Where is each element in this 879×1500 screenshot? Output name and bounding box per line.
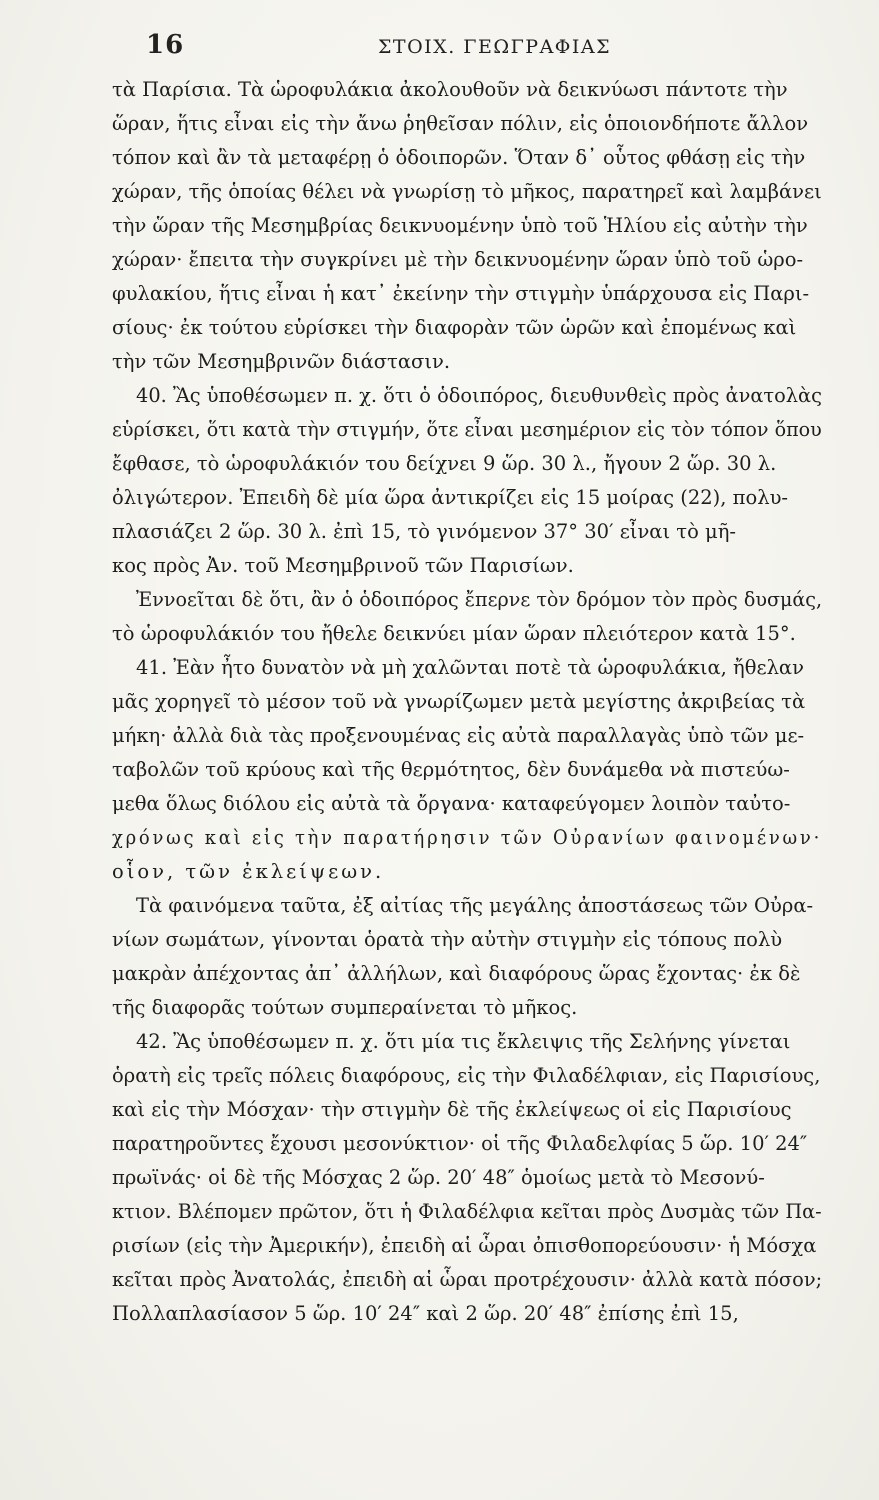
text-line: ρισίων (εἰς τὴν Ἀμερικήν), ἐπειδὴ αἱ ὧραι ὀπισθοπορεύουσιν· ἡ Μόσχα	[112, 1234, 817, 1257]
text-line: νίων σωμάτων, γίνονται ὁρατὰ τὴν αὐτὴν στιγμὴν εἰς τόπους πολὺ	[112, 928, 783, 951]
text-line: τὸ ὡροφυλάκιόν του ἤθελε δεικνύει μίαν ὥραν πλειότερον κατὰ 15°.	[112, 622, 796, 645]
text-line: Τὰ φαινόμενα ταῦτα, ἐξ αἰτίας τῆς μεγάλης ἀποστάσεως τῶν Οὐρα-	[136, 894, 814, 917]
text-line: κος πρὸς Ἀν. τοῦ Μεσημβρινοῦ τῶν Παρισίων.	[112, 554, 574, 577]
text-line: ὥραν, ἥτις εἶναι εἰς τὴν ἄνω ῥηθεῖσαν πόλιν, εἰς ὁποιονδήποτε ἄλλον	[112, 112, 809, 135]
text-line: ταβολῶν τοῦ κρύους καὶ τῆς θερμότητος, δὲν δυνάμεθα νὰ πιστεύω-	[112, 758, 790, 781]
text-line: μεθα ὅλως διόλου εἰς αὐτὰ τὰ ὄργανα· καταφεύγομεν λοιπὸν ταὐτο-	[112, 792, 791, 815]
text-line: χώραν, τῆς ὁποίας θέλει νὰ γνωρίσῃ τὸ μῆκος, παρατηρεῖ καὶ λαμβάνει	[112, 180, 822, 203]
text-line: ὀλιγώτερον. Ἐπειδὴ δὲ μία ὥρα ἀντικρίζει εἰς 15 μοίρας (22), πολυ-	[112, 486, 789, 509]
text-line: μακρὰν ἀπέχοντας ἀπ᾽ ἀλλήλων, καὶ διαφόρους ὥρας ἔχοντας· ἐκ δὲ	[112, 962, 801, 985]
text-line: καὶ εἰς τὴν Μόσχαν· τὴν στιγμὴν δὲ τῆς ἐκλείψεως οἱ εἰς Παρισίους	[112, 1098, 792, 1121]
text-line: μήκη· ἀλλὰ διὰ τὰς προξενουμένας εἰς αὐτὰ παραλλαγὰς ὑπὸ τῶν με-	[112, 724, 805, 747]
paragraph-40-start: 40. Ἂς ὑποθέσωμεν π. χ. ὅτι ὁ ὁδοιπόρος, διευθυνθεὶς πρὸς ἀνατολὰς	[136, 384, 822, 407]
text-line: τὰ Παρίσια. Τὰ ὡροφυλάκια ἀκολουθοῦν νὰ δεικνύωσι πάντοτε τὴν	[112, 78, 788, 101]
text-line: τῆς διαφορᾶς τούτων συμπεραίνεται τὸ μῆκος.	[112, 996, 578, 1019]
text-line-spaced: χρόνως καὶ εἰς τὴν παρατήρησιν τῶν Οὐρανίων φαινομένων·	[112, 826, 823, 849]
text-line: Ἐννοεῖται δὲ ὅτι, ἂν ὁ ὁδοιπόρος ἔπερνε τὸν δρόμον τὸν πρὸς δυσμάς,	[136, 588, 823, 611]
text-line: τὴν τῶν Μεσημβρινῶν διάστασιν.	[112, 350, 451, 373]
paragraph-41-start: 41. Ἐὰν ἦτο δυνατὸν νὰ μὴ χαλῶνται ποτὲ τὰ ὡροφυλάκια, ἤθελαν	[136, 656, 804, 679]
text-line: ὁρατὴ εἰς τρεῖς πόλεις διαφόρους, εἰς τὴν Φιλαδέλφιαν, εἰς Παρισίους,	[112, 1064, 821, 1087]
running-head: ΣΤΟΙΧ. ΓΕΩΓΡΑΦΙΑΣ	[378, 36, 612, 58]
text-line: πρωϊνάς· οἱ δὲ τῆς Μόσχας 2 ὥρ. 20′ 48″ ὁμοίως μετὰ τὸ Μεσονύ-	[112, 1166, 765, 1189]
text-line-spaced: οἷον, τῶν ἐκλείψεων.	[112, 860, 385, 883]
text-line: κτιον. Βλέπομεν πρῶτον, ὅτι ἡ Φιλαδέλφια κεῖται πρὸς Δυσμὰς τῶν Πα-	[112, 1200, 822, 1223]
text-line: κεῖται πρὸς Ἀνατολάς, ἐπειδὴ αἱ ὧραι προτρέχουσιν· ἀλλὰ κατὰ πόσον;	[112, 1268, 823, 1291]
text-line: πλασιάζει 2 ὥρ. 30 λ. ἐπὶ 15, τὸ γινόμενον 37° 30′ εἶναι τὸ μῆ-	[112, 520, 736, 543]
text-line: ἔφθασε, τὸ ὡροφυλάκιόν του δείχνει 9 ὥρ. 30 λ., ἤγουν 2 ὥρ. 30 λ.	[112, 452, 777, 475]
text-line: εὑρίσκει, ὅτι κατὰ τὴν στιγμήν, ὅτε εἶναι μεσημέριον εἰς τὸν τόπον ὅπου	[112, 418, 822, 441]
text-line: σίους· ἐκ τούτου εὑρίσκει τὴν διαφορὰν τῶν ὡρῶν καὶ ἐπομένως καὶ	[112, 316, 797, 339]
text-line: χώραν· ἔπειτα τὴν συγκρίνει μὲ τὴν δεικνυομένην ὥραν ὑπὸ τοῦ ὡρο-	[112, 248, 804, 271]
text-line: τόπον καὶ ἂν τὰ μεταφέρῃ ὁ ὁδοιπορῶν. Ὅταν δ᾽ οὗτος φθάσῃ εἰς τὴν	[112, 146, 806, 169]
text-line: μᾶς χορηγεῖ τὸ μέσον τοῦ νὰ γνωρίζωμεν μετὰ μεγίστης ἀκριβείας τὰ	[112, 690, 806, 713]
body-text	[112, 78, 822, 1338]
text-line: Πολλαπλασίασον 5 ὥρ. 10′ 24″ καὶ 2 ὥρ. 20′ 48″ ἐπίσης ἐπὶ 15,	[112, 1302, 739, 1325]
page-header	[110, 22, 770, 62]
page-number: 16	[146, 30, 185, 60]
text-line: φυλακίου, ἥτις εἶναι ἡ κατ᾽ ἐκείνην τὴν στιγμὴν ὑπάρχουσα εἰς Παρι-	[112, 282, 810, 305]
paragraph-42-start: 42. Ἂς ὑποθέσωμεν π. χ. ὅτι μία τις ἔκλειψις τῆς Σελήνης γίνεται	[136, 1030, 791, 1053]
text-line: παρατηροῦντες ἔχουσι μεσονύκτιον· οἱ τῆς Φιλαδελφίας 5 ὥρ. 10′ 24″	[112, 1132, 808, 1155]
text-line: τὴν ὥραν τῆς Μεσημβρίας δεικνυομένην ὑπὸ τοῦ Ἡλίου εἰς αὐτὴν τὴν	[112, 214, 808, 237]
